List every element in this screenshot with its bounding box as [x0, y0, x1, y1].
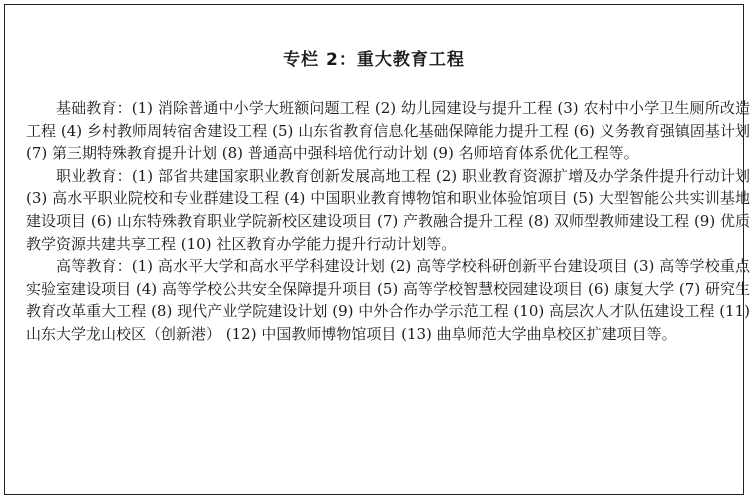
section-basic-education — [26, 97, 750, 165]
section-lead: 职业教育： — [56, 166, 132, 185]
section-text: (1) 高水平大学和高水平学科建设计划 (2) 高等学校科研创新平台建设项目 (3) 高等学校重点实验室建设项目 (4) 高等学校公共安全保障提升项目 (5) 高等学校智慧校园建设项目 (6) 康复大学 (7) 研究生教育改革重大工程 (8) 现代产业学院建设计划 (9) 中外合作办学示范工程 (10) 高层次人才队伍建设工程 (11) 山东大学龙山校区（创新港） (12) 中国教师博物馆项目 (13) 曲阜师范大学曲阜校区扩建项目等。 — [26, 257, 750, 343]
column-body — [26, 97, 750, 346]
section-lead: 高等教育： — [56, 257, 132, 276]
section-lead: 基础教育： — [56, 99, 132, 117]
section-text: (1) 消除普通中小学大班额问题工程 (2) 幼儿园建设与提升工程 (3) 农村中小学卫生厕所改造工程 (4) 乡村教师周转宿舍建设工程 (5) 山东省教育信息化基础保障能力提升工程 (6) 义务教育强镇固基计划 (7) 第三期特殊教育提升计划 (8) 普通高中强科培优行动计划 (9) 名师培育体系优化工程等。 — [26, 99, 750, 163]
column-title: 专栏 2：重大教育工程 — [283, 50, 465, 70]
section-vocational-education — [26, 165, 750, 255]
column-box — [4, 4, 750, 495]
section-higher-education — [26, 255, 750, 345]
section-text: (1) 部省共建国家职业教育创新发展高地工程 (2) 职业教育资源扩增及办学条件提升行动计划 (3) 高水平职业院校和专业群建设工程 (4) 中国职业教育博物馆和职业体验馆项目 (5) 大型智能公共实训基地建设项目 (6) 山东特殊教育职业学院新校区建设项目 (7) 产教融合提升工程 (8) 双师型教师建设工程 (9) 优质教学资源共建共享工程 (10) 社区教育办学能力提升行动计划等。 — [26, 166, 750, 253]
